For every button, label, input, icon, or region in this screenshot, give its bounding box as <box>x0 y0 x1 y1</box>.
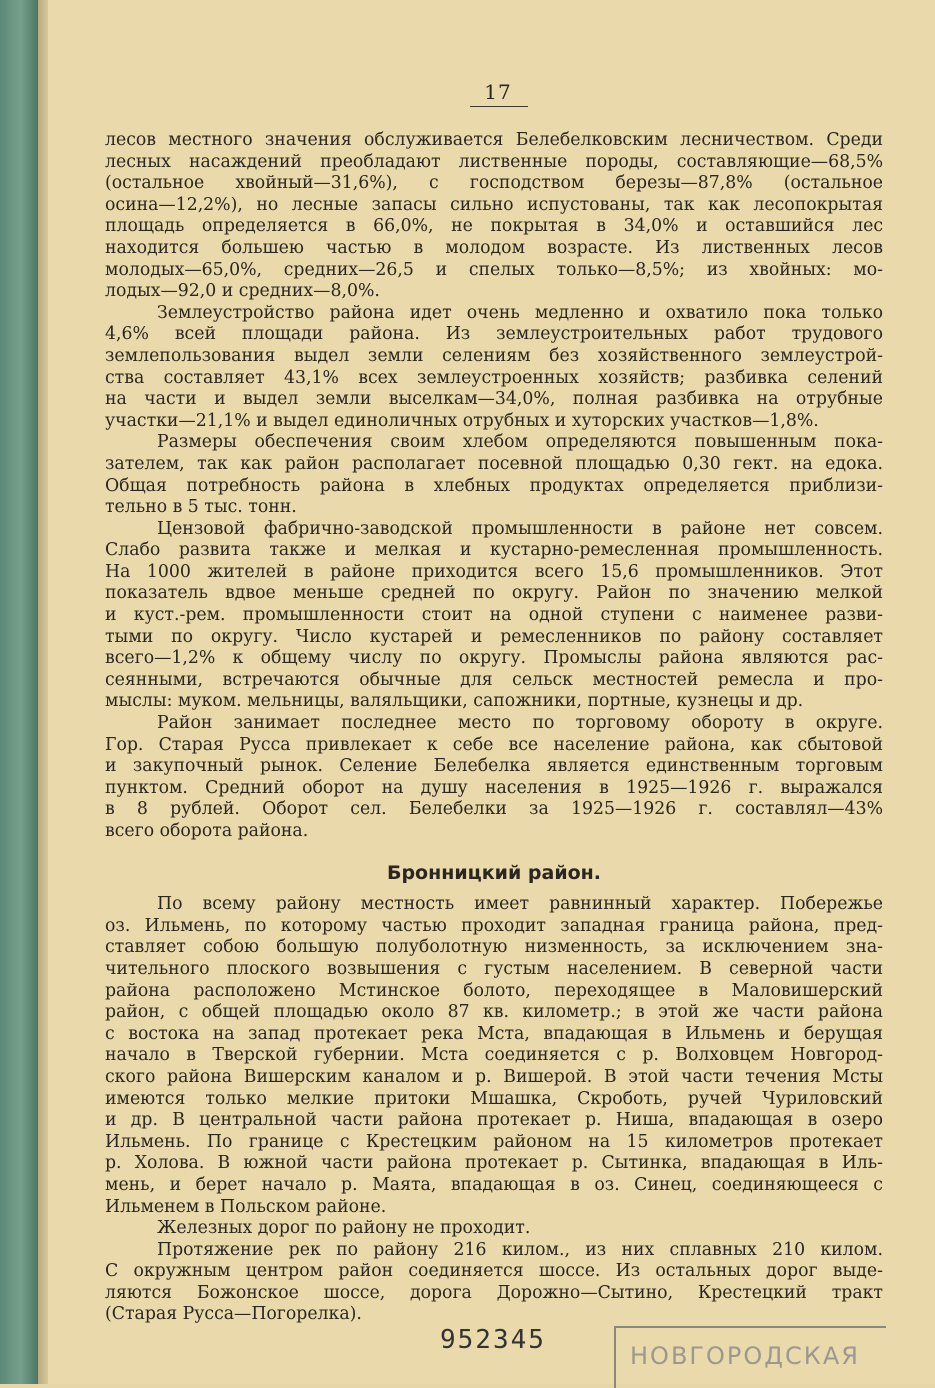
text-line: на части и выдел земли выселкам—34,0%, полная разбивка на отрубные <box>105 389 883 410</box>
text-line: землепользования выдел земли селениям без хозяйственного землеустрой- <box>105 345 883 366</box>
text-line: осина—12,2%), но лесные запасы сильно испустованы, так как лесопокрытая <box>105 194 883 215</box>
paragraph <box>105 519 883 713</box>
text-line: р. Холова. В южной части района протекает р. Сытинка, впадающая в Иль- <box>105 1153 883 1174</box>
text-line: (Старая Русса—Погорелка). <box>105 1304 362 1325</box>
text-line: Гор. Старая Русса привлекает к себе все население района, как сбытовой <box>105 734 883 755</box>
text-line: тыми по округу. Число кустарей и ремесленников по району составляет <box>105 626 883 647</box>
text-line: Общая потребность района в хлебных продуктах определяется приблизи- <box>105 475 883 496</box>
text-line: Ильмень. По границе с Крестецким районом на 15 километров протекает <box>105 1131 883 1152</box>
text-line: пунктом. Средний оборот на душу населения в 1925—1926 г. выражался <box>105 777 883 798</box>
text-line: Слабо развита также и мелкая и кустарно-ремесленная промышленность. <box>105 540 883 561</box>
text-line: всего оборота района. <box>105 821 309 841</box>
paragraph <box>105 303 883 433</box>
text-line: лесов местного значения обслуживается Белебелковским лесничеством. Среди <box>105 130 883 150</box>
text-line: ского района Вишерским каналом и р. Вишерой. В этой части течения Мсты <box>105 1066 883 1087</box>
text-line: По всему району местность имеет равнинный характер. Побережье <box>157 894 883 915</box>
text-line: показатель вдвое меньше средней по округу. Район по значению мелкой <box>105 583 883 604</box>
paragraph <box>105 1218 883 1240</box>
text-line: Протяжение рек по району 216 килом., из них сплавных 210 килом. <box>157 1239 883 1260</box>
library-stamp <box>614 1326 886 1388</box>
paragraph <box>105 1240 883 1326</box>
text-line: молодых—65,0%, средних—26,5 и спелых только—8,5%; из хвойных: мо- <box>105 259 883 280</box>
text-line: район, с общей площадью около 87 кв. километр.; в этой же части района <box>105 1002 883 1023</box>
text-line: ставляет собою большую полуболотную низменность, за исключением зна- <box>105 937 883 958</box>
text-line: мень, и берет начало р. Маята, впадающая в оз. Синец, соединяющееся с <box>105 1174 883 1195</box>
text-line: и др. В центральной части района протекает р. Ниша, впадающая в озеро <box>105 1110 883 1131</box>
text-line: начало в Тверской губернии. Мста соединяется с р. Волховцем Новгород- <box>105 1045 883 1066</box>
inventory-number: 952345 <box>440 1325 546 1355</box>
text-line: тельно в 5 тыс. тонн. <box>105 497 297 518</box>
text-line: всего—1,2% к общему числу по округу. Промыслы района являются рас- <box>105 648 883 669</box>
text-line: района расположено Мстинское болото, переходящее в Маловишерский <box>105 980 883 1001</box>
text-line: Землеустройство района идет очень медленно и охватило пока только <box>157 302 883 323</box>
body-text <box>105 130 883 1326</box>
text-line: имеются только мелкие притоки Мшашка, Скроботь, ручей Чуриловский <box>105 1088 883 1109</box>
paragraph <box>105 713 883 843</box>
text-line: и закупочный рынок. Селение Белебелка является единственным торговым <box>105 756 883 777</box>
text-line: находится большею частью в молодом возрасте. Из лиственных лесов <box>105 237 883 258</box>
text-line: С окружным центром район соединяется шоссе. Из остальных дорог выде- <box>105 1261 883 1282</box>
text-line: с востока на запад протекает река Мста, впадающая в Ильмень и берущая <box>105 1023 883 1044</box>
paragraph <box>105 894 883 1218</box>
text-line: мыслы: муком. мельницы, валяльщики, сапожники, портные, кузнецы и др. <box>105 691 804 712</box>
text-line: Район занимает последнее место по торговому обороту в округе. <box>157 713 883 734</box>
text-line: Цензовой фабрично-заводской промышленности в районе нет совсем. <box>157 518 883 539</box>
book-binding <box>0 0 38 1384</box>
text-line: На 1000 жителей в районе приходится всего 15,6 промышленников. Этот <box>105 561 883 582</box>
stamp-text: НОВГОРОДСКАЯ <box>630 1342 860 1370</box>
text-line: (остальное хвойный—31,6%), с господством березы—87,8% (остальное <box>105 173 883 194</box>
text-line: чительного плоского возвышения с густым населением. В северной части <box>105 958 883 979</box>
text-line: лесных насаждений преобладают лиственные породы, составляющие—68,5% <box>105 151 883 172</box>
page-number: 17 <box>484 80 512 104</box>
text-line: ства составляет 43,1% всех землеустроенных хозяйств; разбивка селений <box>105 367 883 388</box>
text-line: лодых—92,0 и средних—8,0%. <box>105 281 380 302</box>
text-line: оз. Ильмень, по которому частью проходит западная граница района, пред- <box>105 915 883 936</box>
text-line: Размеры обеспечения своим хлебом определяются повышенным пока- <box>157 432 883 453</box>
text-line: Ильменем в Польском районе. <box>105 1196 387 1217</box>
text-line: Железных дорог по району не проходит. <box>157 1218 531 1239</box>
text-line: ляются Божонское шоссе, дорога Дорожно—Сытино, Крестецкий тракт <box>105 1282 883 1303</box>
text-line: зателем, так как район располагает посевной площадью 0,30 гект. на едока. <box>105 453 883 474</box>
text-line: участки—21,1% и выдел единоличных отрубных и хуторских участков—1,8%. <box>105 410 819 431</box>
text-line: сеянными, встречаются обычные для сельск местностей ремесла и про- <box>105 669 883 690</box>
paragraph <box>105 130 883 303</box>
page-edge <box>38 0 48 1384</box>
text-line: 4,6% всей площади района. Из землеустроительных работ трудового <box>105 324 883 345</box>
paragraph <box>105 432 883 518</box>
section-heading: Бронницкий район. <box>386 861 602 884</box>
page-number-rule <box>470 106 528 107</box>
text-line: в 8 рублей. Оборот сел. Белебелки за 1925—1926 г. составлял—43% <box>105 799 883 820</box>
text-line: и куст.-рем. промышленности стоит на одной ступени с наименее разви- <box>105 605 883 626</box>
text-line: площадь определяется в 66,0%, не покрытая в 34,0% и оставшийся лес <box>105 216 883 237</box>
